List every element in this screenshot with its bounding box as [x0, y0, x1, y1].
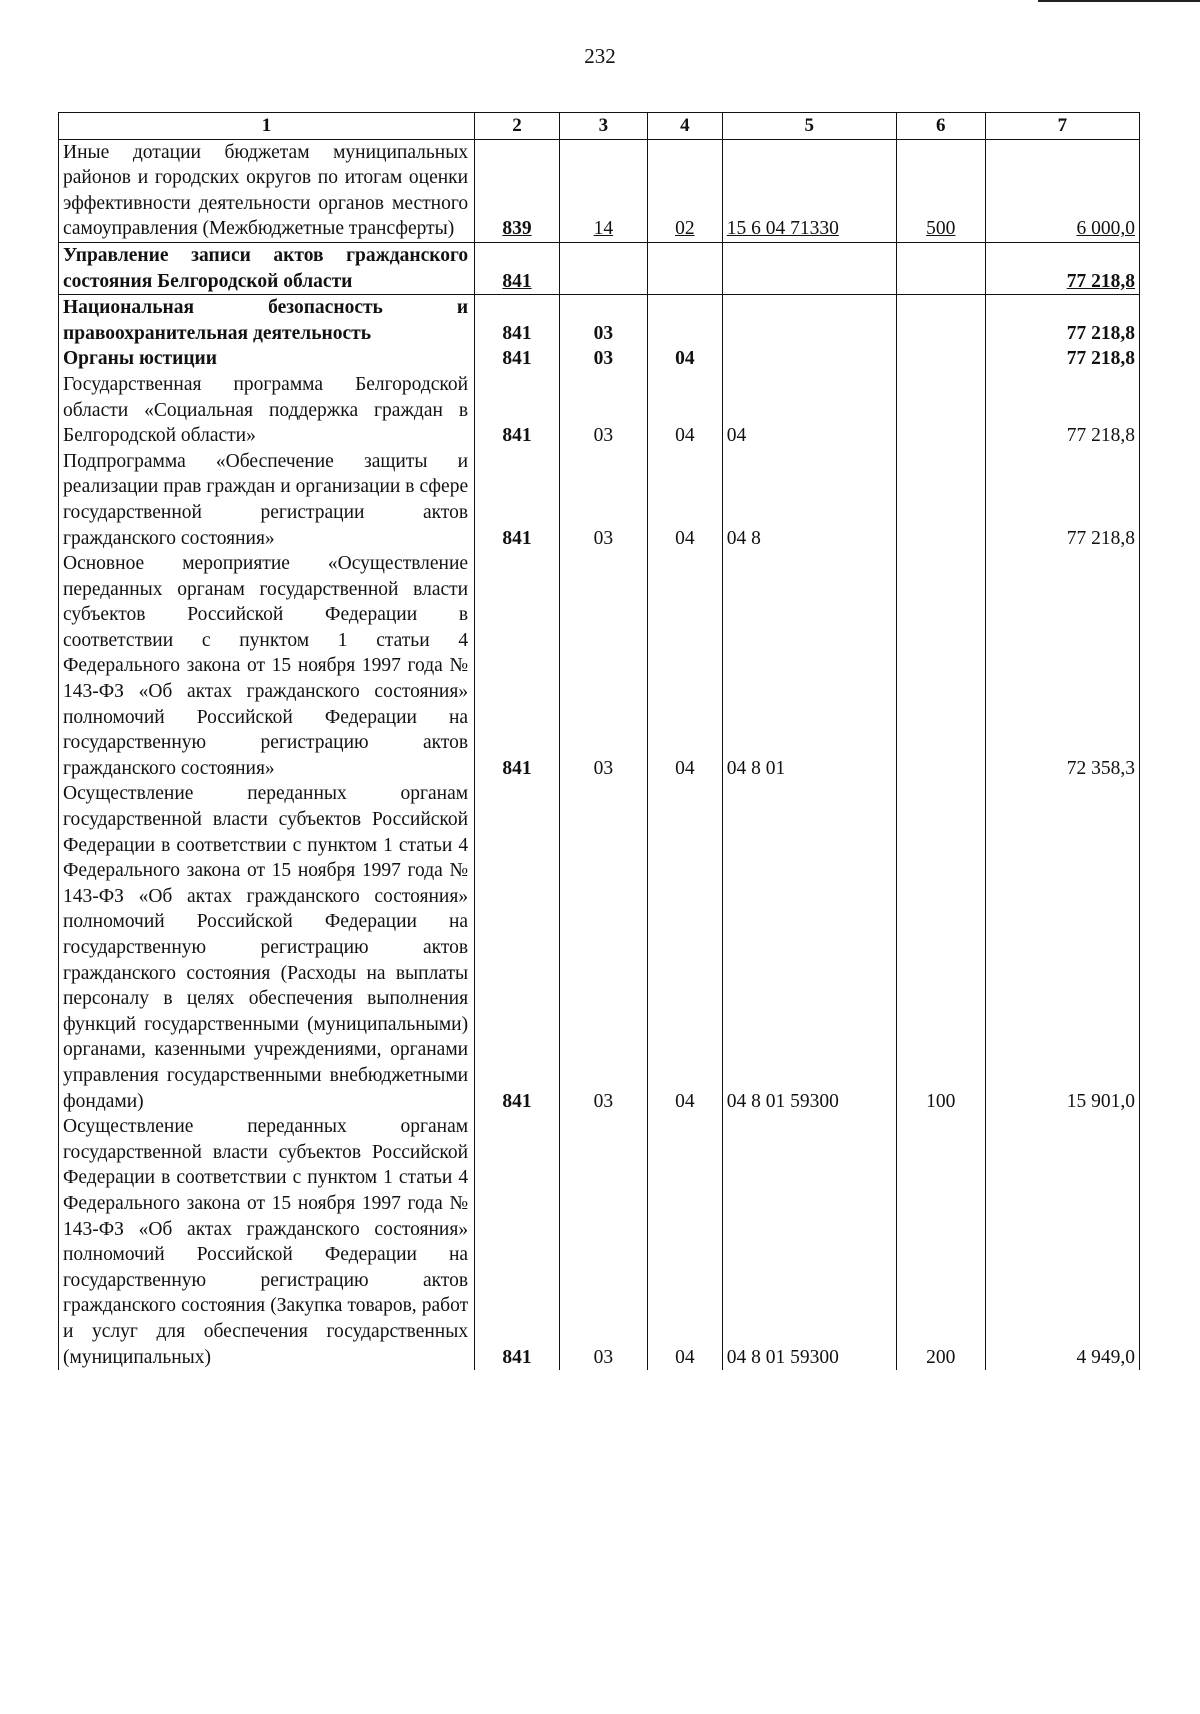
row-sum: 77 218,8 [985, 295, 1139, 347]
header-col-3: 3 [559, 113, 647, 140]
row-vr: 500 [896, 139, 985, 242]
table-row [59, 242, 1140, 294]
budget-table [58, 112, 1140, 1370]
table-row [59, 372, 1140, 449]
row-csr: 04 8 01 [722, 551, 896, 781]
row-sum: 77 218,8 [985, 372, 1139, 449]
row-gr: 841 [475, 551, 560, 781]
row-rz: 03 [559, 551, 647, 781]
row-gr: 841 [475, 372, 560, 449]
row-vr [896, 372, 985, 449]
row-gr: 841 [475, 242, 560, 294]
row-name: Подпрограмма «Обеспечение защиты и реализации прав граждан и организации в сфере государственной регистрации актов гражданского состояния» [59, 449, 475, 551]
row-sum: 15 901,0 [985, 781, 1139, 1114]
row-vr [896, 449, 985, 551]
row-name: Государственная программа Белгородской области «Социальная поддержка граждан в Белгородской области» [59, 372, 475, 449]
row-gr: 841 [475, 346, 560, 372]
row-rz: 14 [559, 139, 647, 242]
row-vr [896, 551, 985, 781]
header-col-6: 6 [896, 113, 985, 140]
row-name: Основное мероприятие «Осуществление переданных органам государственной власти субъектов Российской Федерации в соответствии с пунктом 1 статьи 4 Федерального закона от 15 ноября 1997 года № 143-ФЗ «Об актах гражданского состояния» полномочий Российской Федерации на государственную регистрацию актов гражданского состояния» [59, 551, 475, 781]
row-name: Органы юстиции [59, 346, 475, 372]
row-pr: 04 [647, 1114, 722, 1370]
row-gr: 841 [475, 781, 560, 1114]
row-csr: 04 8 01 59300 [722, 781, 896, 1114]
page-number: 232 [584, 44, 616, 68]
row-pr [647, 295, 722, 347]
row-csr [722, 295, 896, 347]
row-csr [722, 346, 896, 372]
row-sum: 77 218,8 [985, 346, 1139, 372]
row-name: Осуществление переданных органам государственной власти субъектов Российской Федерации в соответствии с пунктом 1 статьи 4 Федерального закона от 15 ноября 1997 года № 143-ФЗ «Об актах гражданского состояния» полномочий Российской Федерации на государственную регистрацию актов гражданского состояния (Расходы на выплаты персоналу в целях обеспечения выполнения функций государственными (муниципальными) органами, казенными учреждениями, органами управления государственными внебюджетными фондами) [59, 781, 475, 1114]
row-rz: 03 [559, 295, 647, 347]
row-pr: 04 [647, 551, 722, 781]
table-row [59, 551, 1140, 781]
row-gr: 841 [475, 1114, 560, 1370]
table-row [59, 781, 1140, 1114]
row-gr: 841 [475, 449, 560, 551]
row-pr: 04 [647, 372, 722, 449]
row-vr [896, 242, 985, 294]
row-vr [896, 346, 985, 372]
row-csr: 04 8 01 59300 [722, 1114, 896, 1370]
row-csr: 04 [722, 372, 896, 449]
header-col-1: 1 [59, 113, 475, 140]
row-pr [647, 242, 722, 294]
row-pr: 02 [647, 139, 722, 242]
table-row [59, 295, 1140, 347]
row-vr: 100 [896, 781, 985, 1114]
row-sum: 6 000,0 [985, 139, 1139, 242]
row-sum: 72 358,3 [985, 551, 1139, 781]
table-row [59, 449, 1140, 551]
row-rz: 03 [559, 1114, 647, 1370]
row-name: Национальная безопасность и правоохранительная деятельность [59, 295, 475, 347]
row-rz [559, 242, 647, 294]
row-pr: 04 [647, 781, 722, 1114]
table-row [59, 346, 1140, 372]
row-gr: 841 [475, 295, 560, 347]
row-rz: 03 [559, 346, 647, 372]
row-name: Осуществление переданных органам государственной власти субъектов Российской Федерации в соответствии с пунктом 1 статьи 4 Федерального закона от 15 ноября 1997 года № 143-ФЗ «Об актах гражданского состояния» полномочий Российской Федерации на государственную регистрацию актов гражданского состояния (Закупка товаров, работ и услуг для обеспечения государственных (муниципальных) [59, 1114, 475, 1370]
row-pr: 04 [647, 449, 722, 551]
table-row [59, 139, 1140, 242]
row-rz: 03 [559, 781, 647, 1114]
row-sum: 77 218,8 [985, 242, 1139, 294]
header-col-5: 5 [722, 113, 896, 140]
row-gr: 839 [475, 139, 560, 242]
row-vr: 200 [896, 1114, 985, 1370]
row-rz: 03 [559, 372, 647, 449]
table-row [59, 1114, 1140, 1370]
row-name: Управление записи актов гражданского состояния Белгородской области [59, 242, 475, 294]
row-csr [722, 242, 896, 294]
header-col-4: 4 [647, 113, 722, 140]
row-pr: 04 [647, 346, 722, 372]
row-csr: 15 6 04 71330 [722, 139, 896, 242]
row-csr: 04 8 [722, 449, 896, 551]
header-row [59, 113, 1140, 140]
row-sum: 77 218,8 [985, 449, 1139, 551]
row-vr [896, 295, 985, 347]
scan-edge-line [1038, 0, 1200, 2]
header-col-2: 2 [475, 113, 560, 140]
row-sum: 4 949,0 [985, 1114, 1139, 1370]
row-name: Иные дотации бюджетам муниципальных районов и городских округов по итогам оценки эффективности деятельности органов местного самоуправления (Межбюджетные трансферты) [59, 139, 475, 242]
row-rz: 03 [559, 449, 647, 551]
header-col-7: 7 [985, 113, 1139, 140]
